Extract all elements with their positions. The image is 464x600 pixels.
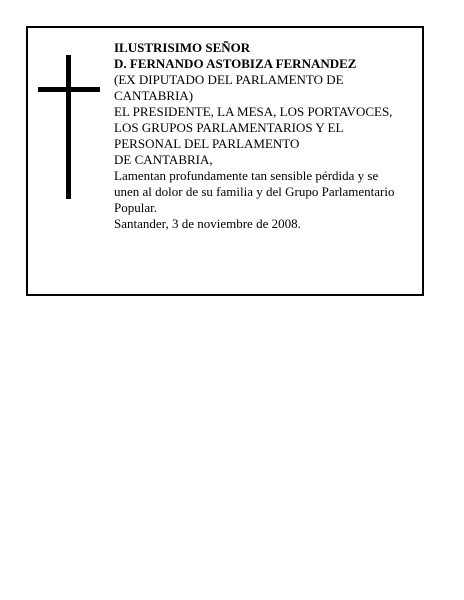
senders-line-3: PERSONAL DEL PARLAMENTO	[114, 136, 300, 151]
senders-line-1: EL PRESIDENTE, LA MESA, LOS PORTAVOCES,	[114, 104, 393, 119]
former-role-line-1: (EX DIPUTADO DEL PARLAMENTO DE	[114, 72, 344, 87]
cross-horizontal-bar	[38, 87, 100, 92]
former-role-line-2: CANTABRIA)	[114, 88, 194, 103]
honorific-title: ILUSTRISIMO SEÑOR	[114, 40, 251, 55]
cross-icon	[38, 55, 100, 199]
condolence-line-3: Popular.	[114, 200, 157, 215]
condolence-line-1: Lamentan profundamente tan sensible pérdida y se	[114, 168, 379, 183]
place-date: Santander, 3 de noviembre de 2008.	[114, 216, 301, 231]
notice-text	[114, 40, 414, 232]
obituary-notice	[26, 26, 424, 296]
senders-line-4: DE CANTABRIA,	[114, 152, 213, 167]
senders-line-2: LOS GRUPOS PARLAMENTARIOS Y EL	[114, 120, 344, 135]
cross-vertical-bar	[66, 55, 71, 199]
condolence-line-2: unen al dolor de su familia y del Grupo Parlamentario	[114, 184, 395, 199]
deceased-name: D. FERNANDO ASTOBIZA FERNANDEZ	[114, 56, 357, 71]
